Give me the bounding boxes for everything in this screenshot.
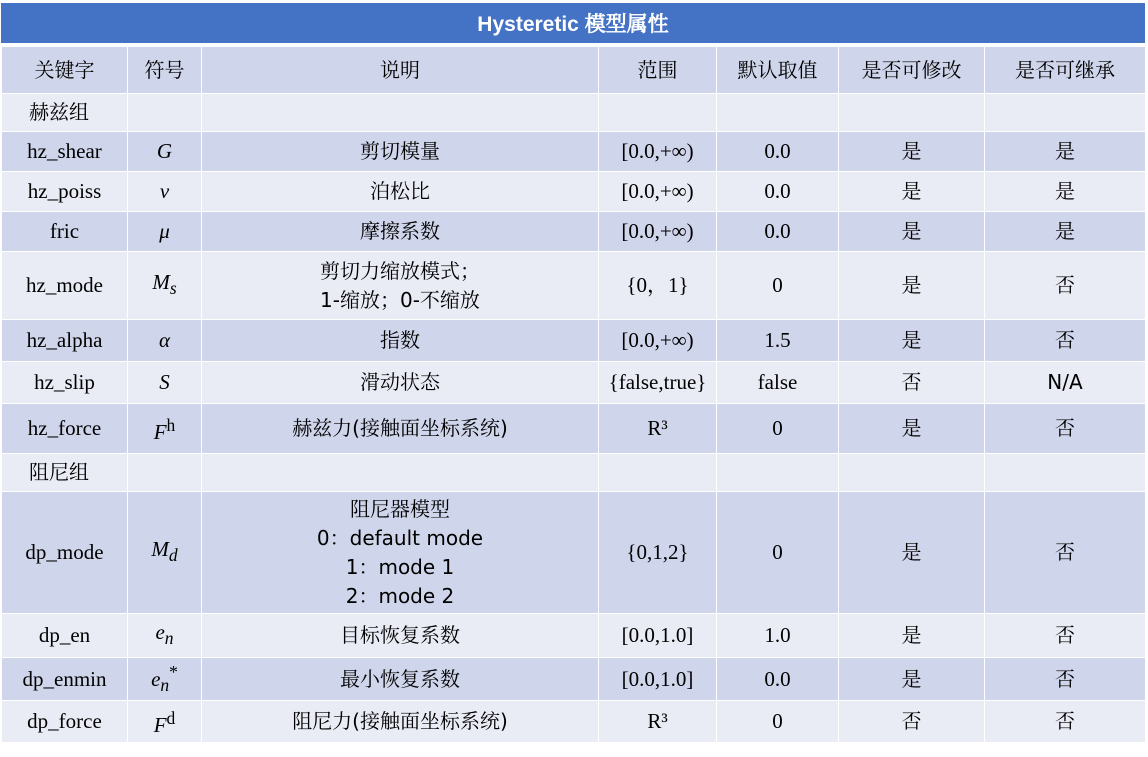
keyword-cell: dp_enmin	[2, 658, 128, 701]
modifiable-cell: 是	[839, 404, 985, 454]
description-line: 1-缩放；0-不缩放	[320, 287, 480, 312]
symbol-main: S	[159, 370, 170, 394]
inheritable-cell: 否	[985, 658, 1146, 701]
range-cell: [0.0,+∞)	[599, 212, 717, 252]
default-cell: 0	[717, 492, 839, 614]
range-cell: [0.0,+∞)	[599, 172, 717, 212]
description-cell	[202, 172, 599, 212]
default-cell: 0.0	[717, 132, 839, 172]
table-row	[2, 492, 1146, 614]
table-row	[2, 614, 1146, 658]
description-cell	[202, 320, 599, 362]
empty-cell	[599, 454, 717, 492]
description-cell	[202, 132, 599, 172]
keyword-cell: hz_mode	[2, 252, 128, 320]
symbol-main: F	[153, 419, 167, 444]
symbol-main: e	[151, 667, 161, 691]
description-cell	[202, 614, 599, 658]
modifiable-cell: 是	[839, 252, 985, 320]
range-cell: {0，1}	[599, 252, 717, 320]
description-cell	[202, 404, 599, 454]
symbol-cell	[128, 404, 202, 454]
table-title: Hysteretic 模型属性	[1, 3, 1145, 46]
inheritable-cell: 否	[985, 492, 1146, 614]
symbol-cell	[128, 614, 202, 658]
empty-cell	[202, 454, 599, 492]
empty-cell	[128, 454, 202, 492]
range-cell: R³	[599, 404, 717, 454]
table-row	[2, 172, 1146, 212]
symbol-main: α	[158, 328, 171, 352]
description-line: 剪切模量	[360, 139, 440, 163]
symbol-superscript: h	[166, 414, 176, 435]
default-cell: 0	[717, 404, 839, 454]
header-inheritable: 是否可继承	[985, 47, 1146, 94]
description-line: 阻尼器模型	[350, 496, 450, 521]
symbol-cell	[128, 658, 202, 701]
empty-cell	[202, 94, 599, 132]
symbol-subscript: n	[160, 675, 170, 696]
table-row	[2, 658, 1146, 701]
modifiable-cell: 是	[839, 172, 985, 212]
keyword-cell: hz_poiss	[2, 172, 128, 212]
range-cell: {false,true}	[599, 362, 717, 404]
header-modifiable: 是否可修改	[839, 47, 985, 94]
description-line: 0：default mode	[316, 525, 484, 550]
empty-cell	[717, 94, 839, 132]
empty-cell	[128, 94, 202, 132]
table-row	[2, 320, 1146, 362]
modifiable-cell: 否	[839, 362, 985, 404]
group-label: 阻尼组	[2, 454, 128, 492]
symbol-main: e	[155, 619, 165, 644]
inheritable-cell: 否	[985, 404, 1146, 454]
symbol-subscript: d	[168, 545, 178, 566]
symbol-cell	[128, 701, 202, 743]
range-cell: [0.0,+∞)	[599, 132, 717, 172]
inheritable-cell: N/A	[985, 362, 1146, 404]
keyword-cell: hz_alpha	[2, 320, 128, 362]
symbol-cell	[128, 492, 202, 614]
table-row	[2, 404, 1146, 454]
symbol-cell	[128, 132, 202, 172]
description-line: 泊松比	[370, 179, 430, 203]
symbol-superscript: *	[169, 662, 178, 682]
description-cell	[202, 212, 599, 252]
description-line: 2：mode 2	[345, 583, 455, 608]
modifiable-cell: 是	[839, 132, 985, 172]
inheritable-cell: 否	[985, 614, 1146, 658]
symbol-cell	[128, 252, 202, 320]
empty-cell	[839, 454, 985, 492]
symbol-main: F	[153, 712, 167, 737]
header-description: 说明	[202, 47, 599, 94]
description-cell	[202, 362, 599, 404]
description-cell	[202, 492, 599, 614]
inheritable-cell: 否	[985, 320, 1146, 362]
symbol-cell	[128, 320, 202, 362]
keyword-cell: fric	[2, 212, 128, 252]
modifiable-cell: 是	[839, 320, 985, 362]
modifiable-cell: 是	[839, 212, 985, 252]
empty-cell	[839, 94, 985, 132]
range-cell: {0,1,2}	[599, 492, 717, 614]
keyword-cell: hz_force	[2, 404, 128, 454]
range-cell: [0.0,1.0]	[599, 614, 717, 658]
properties-table	[1, 46, 1146, 743]
description-cell	[202, 252, 599, 320]
inheritable-cell: 是	[985, 172, 1146, 212]
description-line: 滑动状态	[360, 370, 440, 394]
table-row	[2, 212, 1146, 252]
inheritable-cell: 是	[985, 212, 1146, 252]
default-cell: 1.5	[717, 320, 839, 362]
description-line: 赫兹力(接触面坐标系统)	[292, 416, 508, 440]
table-row	[2, 701, 1146, 743]
inheritable-cell: 否	[985, 252, 1146, 320]
empty-cell	[599, 94, 717, 132]
keyword-cell: dp_mode	[2, 492, 128, 614]
inheritable-cell: 是	[985, 132, 1146, 172]
keyword-cell: hz_slip	[2, 362, 128, 404]
symbol-subscript: s	[169, 278, 177, 299]
header-default: 默认取值	[717, 47, 839, 94]
symbol-cell	[128, 362, 202, 404]
description-line: 1：mode 1	[345, 554, 455, 579]
range-cell: R³	[599, 701, 717, 743]
table-row	[2, 132, 1146, 172]
group-row	[2, 454, 1146, 492]
symbol-subscript: n	[164, 628, 174, 649]
symbol-cell	[128, 212, 202, 252]
default-cell: 1.0	[717, 614, 839, 658]
modifiable-cell: 是	[839, 614, 985, 658]
description-line: 摩擦系数	[360, 219, 440, 243]
table-row	[2, 362, 1146, 404]
properties-table-container	[1, 3, 1145, 743]
inheritable-cell: 否	[985, 701, 1146, 743]
keyword-cell: dp_force	[2, 701, 128, 743]
modifiable-cell: 是	[839, 658, 985, 701]
description-line: 目标恢复系数	[340, 623, 460, 647]
default-cell: false	[717, 362, 839, 404]
empty-cell	[717, 454, 839, 492]
symbol-main: μ	[159, 219, 170, 243]
modifiable-cell: 否	[839, 701, 985, 743]
modifiable-cell: 是	[839, 492, 985, 614]
symbol-main: G	[156, 139, 173, 163]
description-cell	[202, 701, 599, 743]
symbol-main: M	[152, 269, 170, 294]
empty-cell	[985, 94, 1146, 132]
description-cell	[202, 658, 599, 701]
default-cell: 0.0	[717, 658, 839, 701]
empty-cell	[985, 454, 1146, 492]
default-cell: 0.0	[717, 172, 839, 212]
header-keyword: 关键字	[2, 47, 128, 94]
range-cell: [0.0,1.0]	[599, 658, 717, 701]
description-line: 阻尼力(接触面坐标系统)	[292, 709, 508, 734]
symbol-superscript: d	[166, 707, 176, 728]
group-row	[2, 94, 1146, 132]
symbol-main: M	[151, 536, 169, 561]
default-cell: 0	[717, 252, 839, 320]
header-symbol: 符号	[128, 47, 202, 94]
default-cell: 0.0	[717, 212, 839, 252]
keyword-cell: dp_en	[2, 614, 128, 658]
header-range: 范围	[599, 47, 717, 94]
group-label: 赫兹组	[2, 94, 128, 132]
table-row	[2, 252, 1146, 320]
symbol-cell	[128, 172, 202, 212]
description-line: 最小恢复系数	[340, 666, 460, 691]
default-cell: 0	[717, 701, 839, 743]
description-line: 指数	[380, 328, 420, 352]
header-row	[2, 47, 1146, 94]
description-line: 剪切力缩放模式；	[320, 258, 480, 283]
symbol-main: ν	[159, 179, 170, 203]
range-cell: [0.0,+∞)	[599, 320, 717, 362]
keyword-cell: hz_shear	[2, 132, 128, 172]
